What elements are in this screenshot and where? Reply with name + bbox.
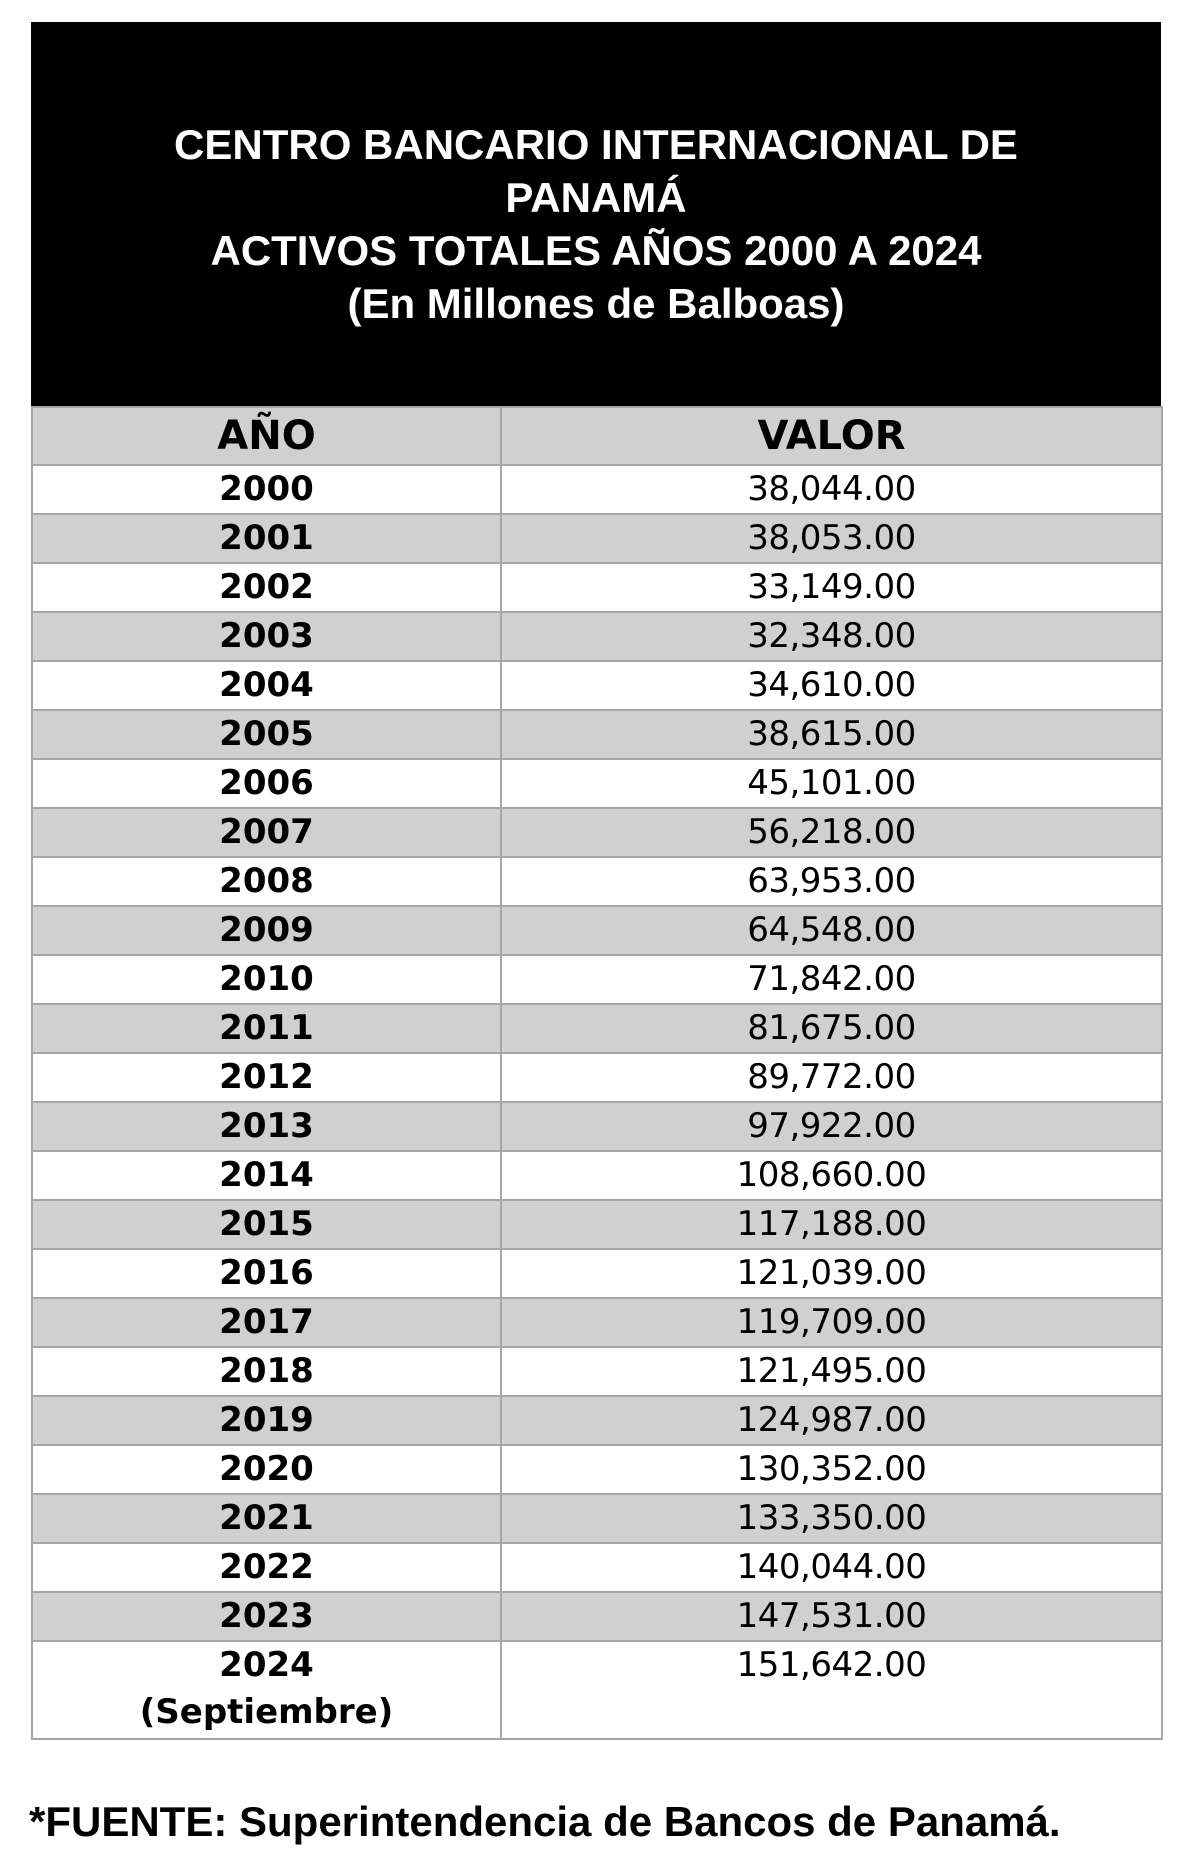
table-row — [32, 465, 1162, 514]
year-label: 2000 — [219, 469, 314, 509]
year-label: 2022 — [219, 1547, 314, 1587]
value-cell: 121,495.00 — [501, 1347, 1162, 1396]
table-row — [32, 1494, 1162, 1543]
year-cell — [32, 1102, 501, 1151]
title-line-3: ACTIVOS TOTALES AÑOS 2000 A 2024 — [210, 227, 982, 274]
table-row — [32, 759, 1162, 808]
value-cell: 130,352.00 — [501, 1445, 1162, 1494]
year-label: 2003 — [219, 616, 314, 656]
table-row — [32, 1396, 1162, 1445]
table-row — [32, 1592, 1162, 1641]
year-cell — [32, 1445, 501, 1494]
year-note: (Septiembre) — [139, 1692, 394, 1732]
year-cell — [32, 1347, 501, 1396]
value-cell: 151,642.00 — [501, 1641, 1162, 1739]
value-cell: 81,675.00 — [501, 1004, 1162, 1053]
table-row — [32, 1151, 1162, 1200]
year-cell — [32, 1298, 501, 1347]
year-cell — [32, 1200, 501, 1249]
value-cell: 140,044.00 — [501, 1543, 1162, 1592]
assets-table — [31, 406, 1163, 1740]
value-cell: 108,660.00 — [501, 1151, 1162, 1200]
year-label: 2008 — [219, 861, 314, 901]
year-label: 2005 — [219, 714, 314, 754]
value-cell: 121,039.00 — [501, 1249, 1162, 1298]
year-label: 2013 — [219, 1106, 314, 1146]
table-row — [32, 906, 1162, 955]
year-label: 2002 — [219, 567, 314, 607]
year-label: 2016 — [219, 1253, 314, 1293]
year-cell — [32, 1494, 501, 1543]
year-cell — [32, 514, 501, 563]
year-cell — [32, 661, 501, 710]
year-label: 2014 — [219, 1155, 314, 1195]
value-cell: 34,610.00 — [501, 661, 1162, 710]
year-label: 2017 — [219, 1302, 314, 1342]
table-row — [32, 1543, 1162, 1592]
table-row — [32, 808, 1162, 857]
table-row — [32, 1641, 1162, 1739]
year-label: 2024 — [219, 1645, 314, 1685]
value-cell: 63,953.00 — [501, 857, 1162, 906]
year-cell — [32, 710, 501, 759]
table-row — [32, 1053, 1162, 1102]
year-cell — [32, 1396, 501, 1445]
year-cell — [32, 563, 501, 612]
year-label: 2018 — [219, 1351, 314, 1391]
year-cell — [32, 1004, 501, 1053]
title-line-1: CENTRO BANCARIO INTERNACIONAL DE — [174, 121, 1018, 168]
table-row — [32, 1347, 1162, 1396]
year-label: 2010 — [219, 959, 314, 999]
title-line-4: (En Millones de Balboas) — [347, 280, 845, 327]
table-header-row — [32, 407, 1162, 465]
assets-sheet — [31, 22, 1161, 1740]
year-label: 2020 — [219, 1449, 314, 1489]
year-label: 2001 — [219, 518, 314, 558]
header-year: AÑO — [32, 407, 501, 465]
year-label: 2007 — [219, 812, 314, 852]
value-cell: 33,149.00 — [501, 563, 1162, 612]
value-cell: 71,842.00 — [501, 955, 1162, 1004]
value-cell: 32,348.00 — [501, 612, 1162, 661]
year-label: 2021 — [219, 1498, 314, 1538]
year-cell — [32, 1543, 501, 1592]
value-cell: 64,548.00 — [501, 906, 1162, 955]
value-cell: 56,218.00 — [501, 808, 1162, 857]
year-label: 2011 — [219, 1008, 314, 1048]
year-cell — [32, 1592, 501, 1641]
value-cell: 38,615.00 — [501, 710, 1162, 759]
value-cell: 117,188.00 — [501, 1200, 1162, 1249]
value-cell: 38,044.00 — [501, 465, 1162, 514]
year-label: 2012 — [219, 1057, 314, 1097]
year-cell — [32, 759, 501, 808]
table-row — [32, 857, 1162, 906]
year-cell — [32, 612, 501, 661]
table-row — [32, 514, 1162, 563]
source-note: *FUENTE: Superintendencia de Bancos de Panamá. — [29, 1798, 1061, 1845]
table-row — [32, 1200, 1162, 1249]
value-cell: 38,053.00 — [501, 514, 1162, 563]
year-cell — [32, 906, 501, 955]
table-row — [32, 661, 1162, 710]
year-label: 2015 — [219, 1204, 314, 1244]
table-row — [32, 1102, 1162, 1151]
year-cell — [32, 955, 501, 1004]
value-cell: 133,350.00 — [501, 1494, 1162, 1543]
year-cell — [32, 1053, 501, 1102]
table-row — [32, 1298, 1162, 1347]
table-row — [32, 612, 1162, 661]
table-row — [32, 1445, 1162, 1494]
year-label: 2009 — [219, 910, 314, 950]
year-cell — [32, 1249, 501, 1298]
year-cell — [32, 465, 501, 514]
value-cell: 97,922.00 — [501, 1102, 1162, 1151]
year-label: 2019 — [219, 1400, 314, 1440]
value-cell: 124,987.00 — [501, 1396, 1162, 1445]
value-cell: 89,772.00 — [501, 1053, 1162, 1102]
year-cell — [32, 857, 501, 906]
table-row — [32, 710, 1162, 759]
value-cell: 119,709.00 — [501, 1298, 1162, 1347]
value-cell: 45,101.00 — [501, 759, 1162, 808]
year-label: 2023 — [219, 1596, 314, 1636]
year-label: 2006 — [219, 763, 314, 803]
table-row — [32, 1249, 1162, 1298]
year-cell — [32, 1151, 501, 1200]
table-row — [32, 563, 1162, 612]
table-row — [32, 1004, 1162, 1053]
header-value: VALOR — [501, 407, 1162, 465]
year-label: 2004 — [219, 665, 314, 705]
table-row — [32, 955, 1162, 1004]
table-body — [32, 465, 1162, 1739]
year-cell — [32, 1641, 501, 1739]
year-cell — [32, 808, 501, 857]
value-cell: 147,531.00 — [501, 1592, 1162, 1641]
title-line-2: PANAMÁ — [505, 174, 687, 221]
title-block — [31, 22, 1161, 406]
